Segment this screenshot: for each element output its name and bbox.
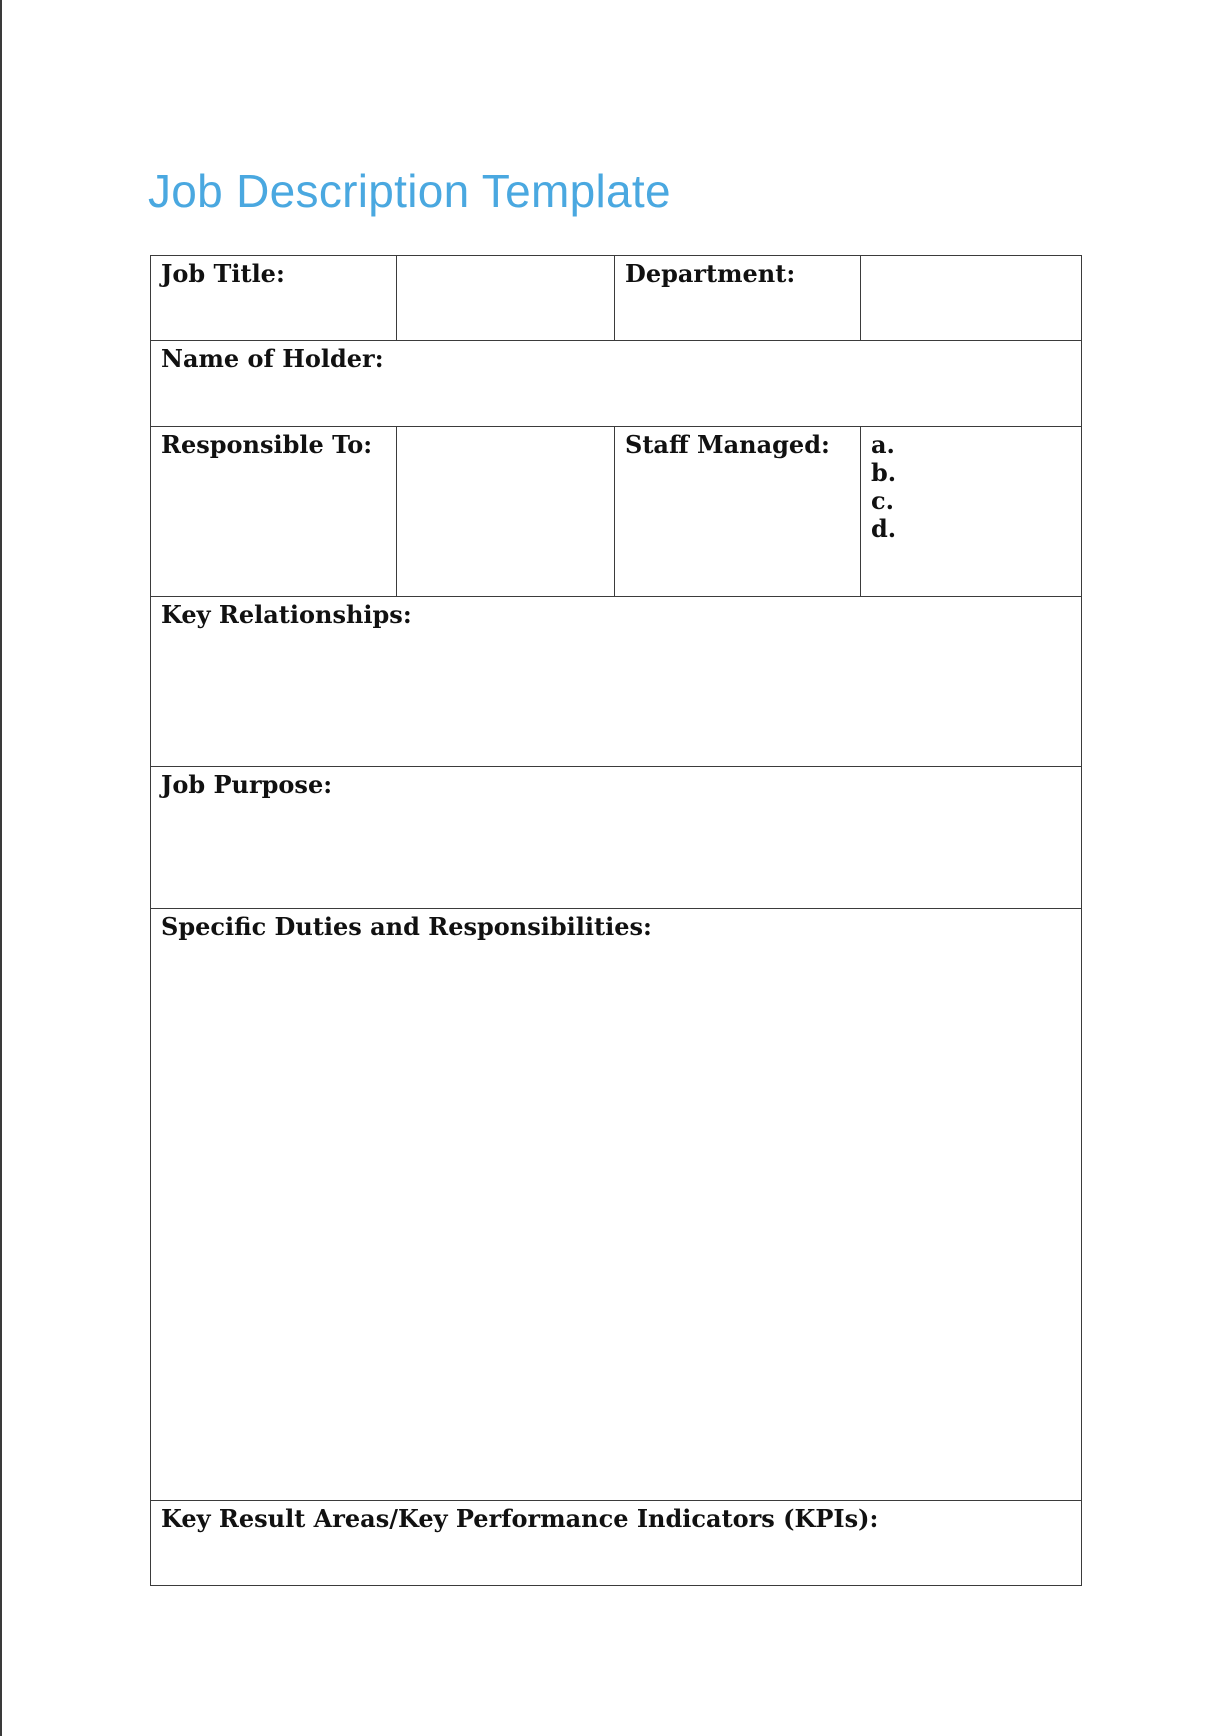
document-title: Job Description Template: [148, 165, 671, 217]
staff-managed-label: Staff Managed:: [615, 427, 861, 597]
job-purpose-cell[interactable]: [151, 767, 1082, 909]
specific-duties-cell[interactable]: [151, 909, 1082, 1501]
row-key-relationships: [151, 597, 1082, 767]
staff-managed-item-a: a.: [871, 430, 895, 459]
job-title-label: Job Title:: [151, 256, 397, 341]
job-title-field[interactable]: [397, 256, 615, 341]
row-responsible-to: [151, 427, 1082, 597]
row-name-of-holder: [151, 341, 1082, 427]
staff-managed-item-b: b.: [871, 458, 897, 487]
job-description-table: [150, 255, 1082, 1586]
staff-managed-item-c: c.: [871, 486, 894, 515]
name-of-holder-label: Name of Holder:: [161, 344, 384, 373]
name-of-holder-cell[interactable]: [151, 341, 1082, 427]
responsible-to-field[interactable]: [397, 427, 615, 597]
job-purpose-label: Job Purpose:: [161, 770, 333, 799]
page-edge-line: [0, 0, 2, 1736]
staff-managed-item-d: d.: [871, 514, 897, 543]
specific-duties-label: Specific Duties and Responsibilities:: [161, 912, 652, 941]
kpis-label: Key Result Areas/Key Performance Indicators (KPIs):: [161, 1504, 879, 1533]
key-relationships-cell[interactable]: [151, 597, 1082, 767]
department-label: Department:: [615, 256, 861, 341]
row-kpis: [151, 1501, 1082, 1586]
responsible-to-label: Responsible To:: [151, 427, 397, 597]
department-field[interactable]: [861, 256, 1082, 341]
staff-managed-list[interactable]: [861, 427, 1082, 597]
row-job-title: [151, 256, 1082, 341]
key-relationships-label: Key Relationships:: [161, 600, 412, 629]
row-job-purpose: [151, 767, 1082, 909]
kpis-cell[interactable]: [151, 1501, 1082, 1586]
row-specific-duties: [151, 909, 1082, 1501]
